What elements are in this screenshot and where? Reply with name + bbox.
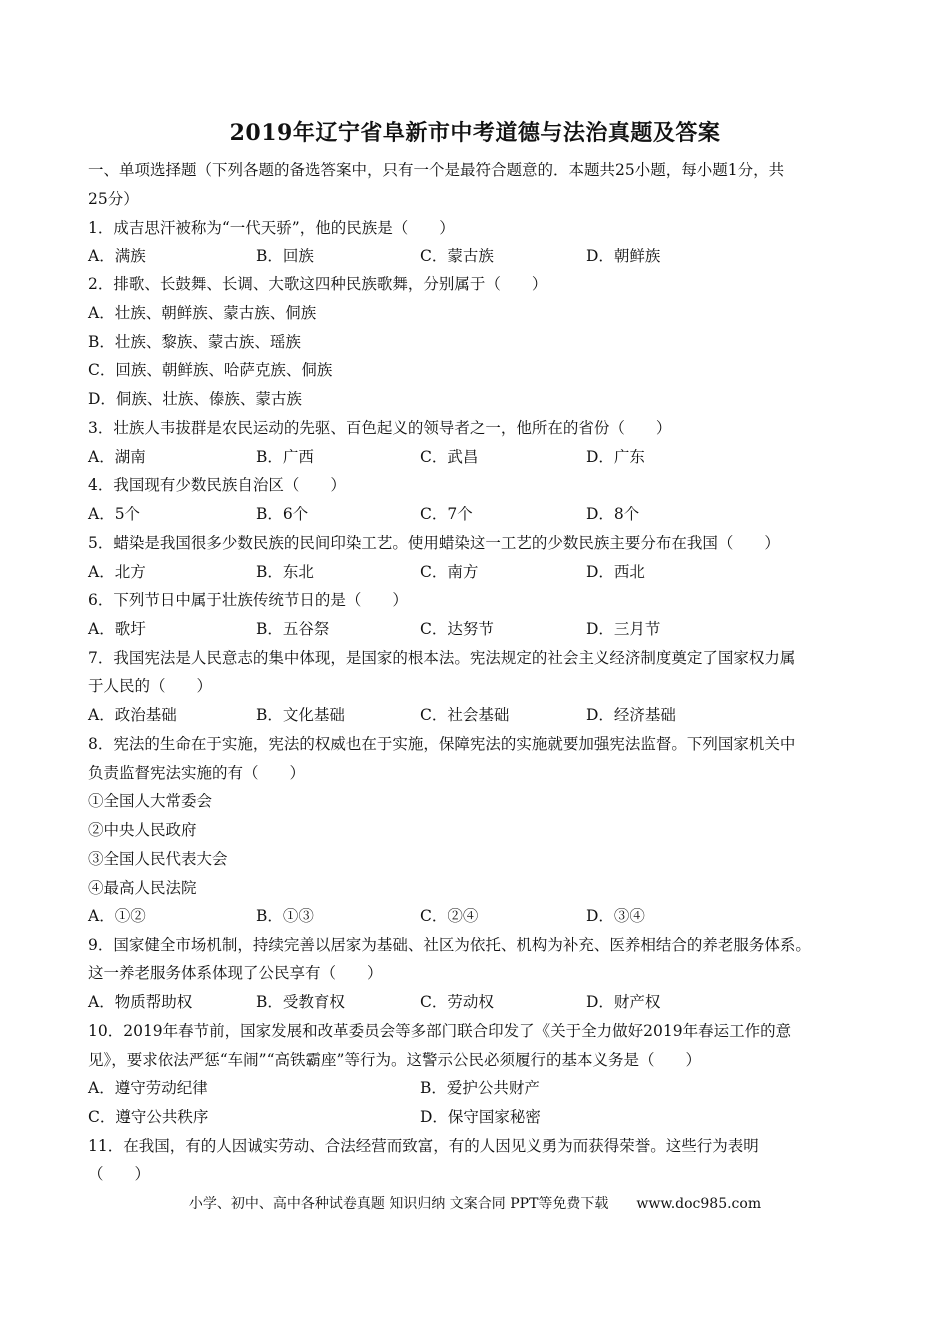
- question-5-option-c: C．南方: [420, 563, 479, 581]
- question-6-option-c: C．达努节: [420, 620, 494, 638]
- section-heading-line2: 25分）: [88, 190, 139, 208]
- question-8-item-2: ②中央人民政府: [88, 821, 197, 839]
- question-4-option-a: A．5个: [88, 505, 141, 523]
- question-4-option-b: B．6个: [256, 505, 309, 523]
- question-10-option-b: B．爱护公共财产: [420, 1079, 540, 1097]
- question-7-option-a: A．政治基础: [88, 706, 177, 724]
- question-9-option-a: A．物质帮助权: [88, 993, 193, 1011]
- question-3-stem: 3．壮族人韦拔群是农民运动的先驱、百色起义的领导者之一，他所在的省份（ ）: [88, 419, 672, 437]
- question-2-option-d: D．侗族、壮族、傣族、蒙古族: [88, 390, 302, 408]
- question-8-option-a: A．①②: [88, 907, 146, 925]
- question-7-option-c: C．社会基础: [420, 706, 510, 724]
- question-9-stem-line2: 这一养老服务体系体现了公民享有（ ）: [88, 964, 383, 982]
- question-7-stem-line1: 7．我国宪法是人民意志的集中体现，是国家的根本法。宪法规定的社会主义经济制度奠定了国家权力属: [88, 649, 796, 667]
- question-8-item-4: ④最高人民法院: [88, 879, 197, 897]
- question-8-option-c: C．②④: [420, 907, 479, 925]
- question-11-stem-line2: （ ）: [88, 1165, 151, 1183]
- question-8-item-1: ①全国人大常委会: [88, 792, 213, 810]
- question-6-option-a: A．歌圩: [88, 620, 146, 638]
- question-3-option-b: B．广西: [256, 448, 314, 466]
- question-8-item-3: ③全国人民代表大会: [88, 850, 228, 868]
- question-1-option-c: C．蒙古族: [420, 247, 494, 265]
- question-1-option-d: D．朝鲜族: [586, 247, 661, 265]
- question-6-option-d: D．三月节: [586, 620, 661, 638]
- question-6-option-b: B．五谷祭: [256, 620, 330, 638]
- question-10-stem-line2: 见》，要求依法严惩“车闹”“高铁霸座”等行为。这警示公民必须履行的基本义务是（ ）: [88, 1051, 701, 1069]
- question-11-stem-line1: 11．在我国，有的人因诚实劳动、合法经营而致富，有的人因见义勇为而获得荣誉。这些行为表明: [88, 1137, 759, 1155]
- question-9-option-b: B．受教育权: [256, 993, 345, 1011]
- question-2-option-a: A．壮族、朝鲜族、蒙古族、侗族: [88, 304, 317, 322]
- question-7-stem-line2: 于人民的（ ）: [88, 677, 213, 695]
- question-2-option-c: C．回族、朝鲜族、哈萨克族、侗族: [88, 361, 333, 379]
- question-10-option-d: D．保守国家秘密: [420, 1108, 541, 1126]
- question-8-option-b: B．①③: [256, 907, 314, 925]
- question-5-stem: 5．蜡染是我国很多少数民族的民间印染工艺。使用蜡染这一工艺的少数民族主要分布在我国（ ）: [88, 534, 780, 552]
- question-2-option-b: B．壮族、黎族、蒙古族、瑶族: [88, 333, 301, 351]
- question-3-option-d: D．广东: [586, 448, 645, 466]
- question-5-option-b: B．东北: [256, 563, 314, 581]
- question-10-option-a: A．遵守劳动纪律: [88, 1079, 208, 1097]
- question-5-option-a: A．北方: [88, 563, 146, 581]
- question-5-option-d: D．西北: [586, 563, 645, 581]
- question-4-option-d: D．8个: [586, 505, 640, 523]
- question-1-option-b: B．回族: [256, 247, 314, 265]
- question-7-option-b: B．文化基础: [256, 706, 345, 724]
- question-8-stem-line2: 负责监督宪法实施的有（ ）: [88, 764, 306, 782]
- question-1-stem: 1．成吉思汗被称为“一代天骄”，他的民族是（ ）: [88, 219, 455, 237]
- question-2-stem: 2．排歌、长鼓舞、长调、大歌这四种民族歌舞，分别属于（ ）: [88, 275, 548, 293]
- question-3-option-a: A．湖南: [88, 448, 146, 466]
- question-9-stem-line1: 9．国家健全市场机制，持续完善以居家为基础、社区为依托、机构为补充、医养相结合的养老服务体系。: [88, 936, 811, 954]
- question-4-stem: 4．我国现有少数民族自治区（ ）: [88, 476, 346, 494]
- section-heading-line1: 一、单项选择题（下列各题的备选答案中，只有一个是最符合题意的．本题共25小题，每小题1分，共: [88, 161, 785, 179]
- question-6-stem: 6．下列节日中属于壮族传统节日的是（ ）: [88, 591, 408, 609]
- question-10-option-c: C．遵守公共秩序: [88, 1108, 209, 1126]
- question-3-option-c: C．武昌: [420, 448, 479, 466]
- question-9-option-c: C．劳动权: [420, 993, 494, 1011]
- question-10-stem-line1: 10．2019年春节前，国家发展和改革委员会等多部门联合印发了《关于全力做好2019年春运工作的意: [88, 1022, 792, 1040]
- question-4-option-c: C．7个: [420, 505, 473, 523]
- question-7-option-d: D．经济基础: [586, 706, 676, 724]
- page-footer: 小学、初中、高中各种试卷真题 知识归纳 文案合同 PPT等免费下载 www.doc985.com: [188, 1196, 762, 1212]
- question-8-stem-line1: 8．宪法的生命在于实施，宪法的权威也在于实施，保障宪法的实施就要加强宪法监督。下列国家机关中: [88, 735, 796, 753]
- question-1-option-a: A．满族: [88, 247, 146, 265]
- question-9-option-d: D．财产权: [586, 993, 661, 1011]
- page-title: 2019年辽宁省阜新市中考道德与法治真题及答案: [229, 120, 721, 146]
- question-8-option-d: D．③④: [586, 907, 645, 925]
